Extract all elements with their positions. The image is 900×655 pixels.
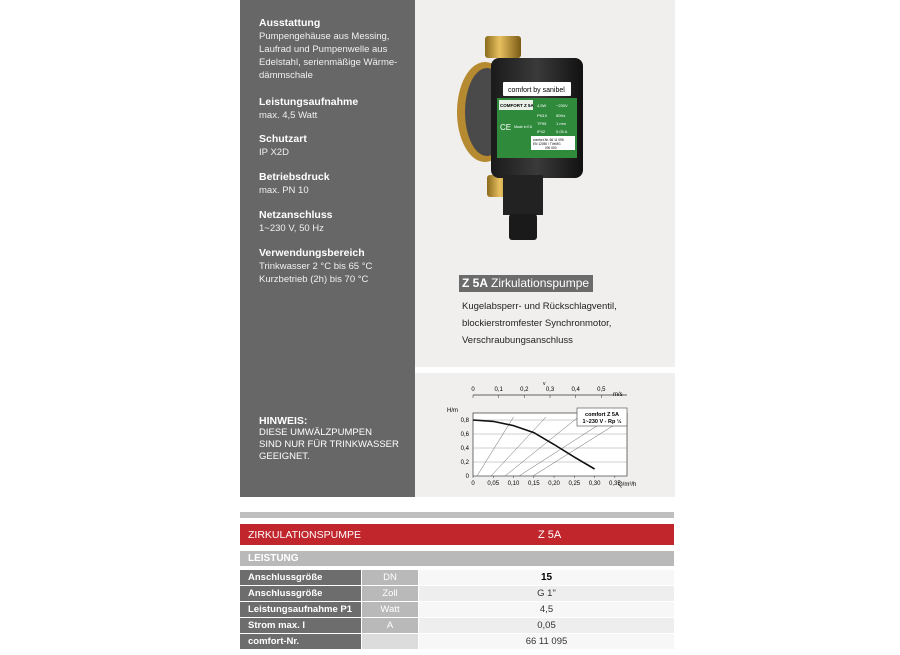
svg-text:000 000: 000 000 — [545, 146, 557, 150]
row-unit: Watt — [362, 602, 418, 617]
spec-value: 1~230 V, 50 Hz — [259, 223, 324, 234]
table-row — [240, 586, 674, 601]
top-axis-label: m/s — [613, 392, 623, 398]
row-value: 15 — [419, 570, 674, 585]
spec-label: Netzanschluss — [259, 209, 333, 221]
spec-ausstattung — [259, 17, 397, 82]
description-line: blockierstromfester Synchronmotor, — [462, 318, 612, 329]
row-value: 4,5 — [419, 602, 674, 617]
table-row — [240, 602, 674, 617]
spec-value: Laufrad und Pumpenwelle aus — [259, 44, 388, 55]
product-model: Z 5A — [462, 276, 489, 290]
row-unit: Zoll — [362, 586, 418, 601]
row-unit: DN — [362, 570, 418, 585]
cable-housing — [503, 175, 543, 215]
x-tick-label: 0 — [471, 481, 475, 487]
top-tick-label: 0 — [471, 387, 475, 393]
row-value: 0,05 — [419, 618, 674, 633]
legend-line: comfort Z 5A — [585, 412, 619, 418]
top-tick-label: 0,1 — [494, 387, 503, 393]
svg-text:PN10: PN10 — [537, 113, 548, 118]
section-header — [240, 551, 674, 566]
table-row — [240, 634, 674, 649]
description-line: Kugelabsperr- und Rückschlagventil, — [462, 301, 617, 312]
product-title-badge — [459, 275, 593, 292]
spec-label: Betriebsdruck — [259, 171, 330, 183]
hinweis-note — [259, 415, 409, 463]
x-axis-label: Q/m³/h — [618, 482, 637, 488]
spec-value: max. 4,5 Watt — [259, 110, 318, 121]
row-label: Anschlussgröße — [248, 572, 323, 583]
svg-text:comfort-Nr. 66 11 095: comfort-Nr. 66 11 095 — [533, 138, 564, 142]
spec-verwendungsbereich — [259, 247, 372, 286]
hinweis-line: GEEIGNET. — [259, 451, 310, 462]
x-tick-label: 0,10 — [507, 481, 520, 487]
top-tick-label: 0,2 — [520, 387, 529, 393]
top-tick-label: 0,4 — [571, 387, 580, 393]
ce-mark: CE — [500, 123, 512, 132]
spec-schutzart — [259, 133, 307, 159]
pump-illustration — [415, 0, 675, 260]
brass-top-fitting — [485, 36, 521, 58]
x-tick-label: 0,05 — [487, 481, 500, 487]
spec-label: Ausstattung — [259, 17, 321, 29]
section-label: LEISTUNG — [248, 553, 299, 564]
spec-label: Verwendungsbereich — [259, 247, 365, 259]
spec-value: Edelstahl, serienmäßige Wärme- — [259, 57, 398, 68]
legend-line: 1~230 V - Rp ½ — [582, 419, 622, 425]
y-tick-label: 0,8 — [460, 418, 469, 424]
x-tick-label: 0,15 — [527, 481, 540, 487]
table-separator — [240, 512, 674, 518]
y-tick-label: 0,6 — [460, 432, 469, 438]
svg-text:EN 12050 / TVeMG: EN 12050 / TVeMG — [533, 142, 561, 146]
spec-value: Kurzbetrieb (2h) bis 70 °C — [259, 274, 369, 285]
product-description — [462, 298, 667, 349]
svg-text:1 mm: 1 mm — [556, 121, 566, 126]
x-tick-label: 0,30 — [588, 481, 601, 487]
spec-leistungsaufnahme — [259, 96, 358, 122]
description-line: Verschraubungsanschluss — [462, 335, 573, 346]
row-label: Leistungsaufnahme P1 — [248, 604, 352, 615]
spec-value: Trinkwasser 2 °C bis 65 °C — [259, 261, 373, 272]
row-label: Strom max. I — [248, 620, 306, 631]
performance-chart — [415, 373, 675, 497]
spec-value: Pumpengehäuse aus Messing, — [259, 31, 390, 42]
x-tick-label: 0,20 — [548, 481, 560, 487]
x-tick-label: 0,35 — [608, 481, 621, 487]
spec-value: IP X2D — [259, 147, 289, 158]
row-value: G 1" — [419, 586, 674, 601]
row-unit: A — [362, 618, 418, 633]
top-tick-label: 0,3 — [545, 387, 555, 393]
table-header-right: Z 5A — [538, 529, 562, 541]
spec-value: dämmschale — [259, 70, 313, 81]
table-row — [240, 618, 674, 633]
x-tick-label: 0,25 — [568, 481, 581, 487]
top-axis-var: v — [543, 381, 546, 387]
table-header-left: ZIRKULATIONSPUMPE — [248, 529, 361, 541]
top-axis — [471, 387, 627, 398]
spec-value: max. PN 10 — [259, 185, 309, 196]
top-tick-label: 0,5 — [597, 387, 606, 393]
table-header — [240, 524, 674, 545]
svg-text:IP42: IP42 — [537, 129, 546, 134]
y-tick-label: 0,2 — [460, 460, 469, 466]
spec-label: Leistungsaufnahme — [259, 96, 359, 108]
svg-text:Made in EU: Made in EU — [514, 125, 533, 129]
cable-gland — [509, 214, 537, 240]
spec-netzanschluss — [259, 209, 333, 235]
hinweis-line: SIND NUR FÜR TRINKWASSER — [259, 439, 399, 450]
row-unit — [362, 634, 418, 649]
svg-text:50Hz: 50Hz — [556, 113, 566, 118]
spec-label: Schutzart — [259, 133, 307, 145]
y-tick-label: 0 — [465, 474, 469, 480]
y-tick-label: 0,4 — [460, 446, 469, 452]
svg-text:4,5W: 4,5W — [537, 103, 547, 108]
y-axis-label: H/m — [447, 408, 458, 414]
svg-text:COMFORT Z 5A: COMFORT Z 5A — [500, 103, 534, 108]
row-value: 66 11 095 — [419, 634, 674, 649]
hinweis-title: HINWEIS: — [259, 415, 308, 427]
row-label: comfort-Nr. — [248, 636, 300, 647]
svg-text:TF95: TF95 — [537, 121, 547, 126]
table-row — [240, 570, 674, 585]
row-label: Anschlussgröße — [248, 588, 323, 599]
hinweis-line: DIESE UMWÄLZPUMPEN — [259, 427, 372, 438]
brand-text: comfort by sanibel — [508, 87, 565, 94]
spec-betriebsdruck — [259, 171, 330, 197]
svg-text:~230V: ~230V — [556, 103, 568, 108]
svg-text:0,05 A: 0,05 A — [556, 129, 568, 134]
product-name: Zirkulationspumpe — [491, 276, 590, 290]
